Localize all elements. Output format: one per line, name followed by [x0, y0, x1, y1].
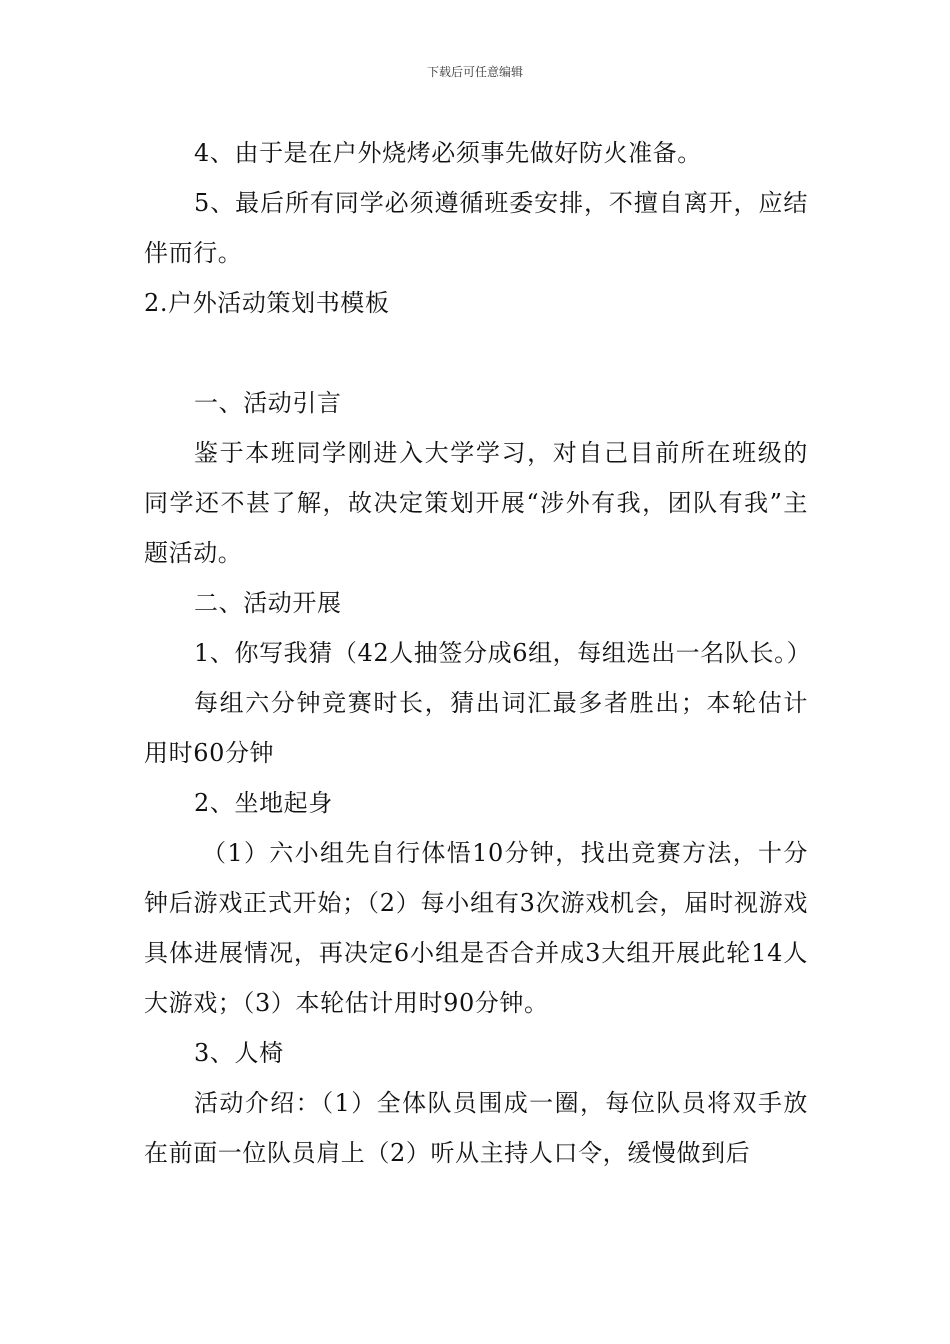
item-you-write-i-guess: 1、你写我猜（42人抽签分成6组，每组选出一名队长。） [194, 639, 812, 667]
paragraph-sit-stand-rules: （1）六小组先自行体悟10分钟，找出竞赛方法，十分钟后游戏正式开始；（2）每小组有3次游戏机会，届时视游戏具体进展情况，再决定6小组是否合并成3大组开展此轮14人大游戏；（3）本轮估计用时90分钟。 [144, 839, 808, 1017]
item-human-chair: 3、人椅 [194, 1039, 284, 1067]
paragraph-activity-intro: 鉴于本班同学刚进入大学学习，对自己目前所在班级的同学还不甚了解，故决定策划开展“涉外有我，团队有我”主题活动。 [144, 439, 808, 567]
paragraph-fire-safety: 4、由于是在户外烧烤必须事先做好防火准备。 [194, 139, 702, 167]
section-title-outdoor-plan: 2.户外活动策划书模板 [144, 289, 390, 317]
blank-line [144, 328, 808, 378]
page-header: 下载后可任意编辑 [426, 65, 523, 79]
paragraph-guess-rules: 每组六分钟竞赛时长，猜出词汇最多者胜出；本轮估计用时60分钟 [144, 689, 808, 767]
paragraph-human-chair-intro: 活动介绍：（1）全体队员围成一圈，每位队员将双手放在前面一位队员肩上（2）听从主持人口令，缓慢做到后 [144, 1089, 808, 1167]
heading-activity-process: 二、活动开展 [194, 589, 342, 617]
item-sit-and-stand: 2、坐地起身 [194, 789, 333, 817]
paragraph-follow-arrangement: 5、最后所有同学必须遵循班委安排，不擅自离开，应结伴而行。 [144, 189, 808, 267]
document-body [144, 128, 812, 1178]
heading-activity-intro: 一、活动引言 [194, 389, 342, 417]
